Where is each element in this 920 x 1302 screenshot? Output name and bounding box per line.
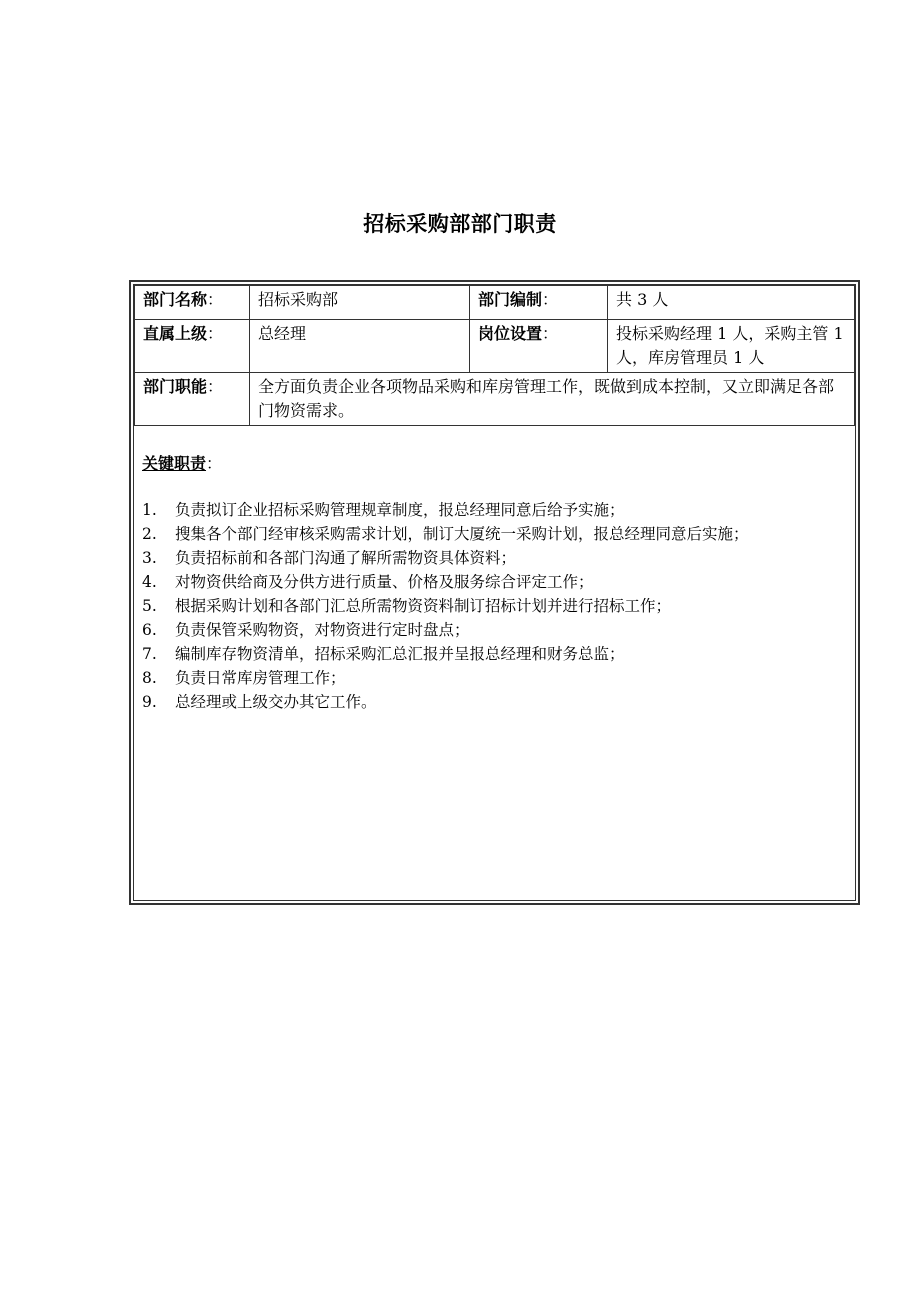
positions-label-cell [470,320,608,373]
list-item-number: 1. [142,501,157,519]
list-item-number: 2. [142,525,157,543]
list-item [142,546,847,570]
colon: ： [207,290,224,309]
function-label: 部门职能 [143,377,208,396]
key-duties-section [134,426,855,714]
function-value: 全方面负责企业各项物品采购和库房管理工作，既做到成本控制，又立即满足各部门物资需求。 [250,373,855,426]
list-item-number: 4. [142,573,157,591]
staffing-value: 共 3 人 [608,286,855,320]
colon: ： [542,290,559,309]
list-item-number: 3. [142,549,157,567]
list-item [142,522,847,546]
list-item [142,690,847,714]
list-item-number: 9. [142,693,157,711]
list-item [142,666,847,690]
list-item-number: 6. [142,621,157,639]
page-title: 招标采购部部门职责 [363,212,557,236]
dept-name-value: 招标采购部 [250,286,470,320]
list-item-text: 总经理或上级交办其它工作。 [175,693,377,711]
dept-name-label-cell [135,286,250,320]
list-item-number: 5. [142,597,157,615]
key-duties-heading-text: 关键职责 [142,454,207,473]
positions-value: 投标采购经理 1 人，采购主管 1 人，库房管理员 1 人 [608,320,855,373]
key-duties-heading [142,452,847,476]
colon: ： [542,324,559,343]
key-duties-list [142,498,847,714]
superior-value: 总经理 [250,320,470,373]
list-item-text: 根据采购计划和各部门汇总所需物资资料制订招标计划并进行招标工作； [175,597,672,615]
list-item [142,570,847,594]
list-item-text: 负责招标前和各部门沟通了解所需物资具体资料； [175,549,517,567]
dept-name-label: 部门名称 [143,290,208,309]
table-row [135,320,855,373]
positions-label: 岗位设置 [478,324,543,343]
list-item-number: 8. [142,669,157,687]
colon: ： [207,377,224,396]
list-item [142,642,847,666]
list-item-text: 编制库存物资清单，招标采购汇总汇报并呈报总经理和财务总监； [175,645,625,663]
colon: ： [207,324,224,343]
staffing-label-cell [470,286,608,320]
table-row [135,286,855,320]
list-item-number: 7. [142,645,157,663]
list-item [142,594,847,618]
responsibility-table [129,280,860,905]
function-label-cell [135,373,250,426]
superior-label: 直属上级 [143,324,208,343]
list-item-text: 负责日常库房管理工作； [175,669,346,687]
list-item [142,618,847,642]
department-info-table [134,285,855,426]
list-item [142,498,847,522]
table-row [135,373,855,426]
superior-label-cell [135,320,250,373]
table-inner-frame [133,284,856,901]
staffing-label: 部门编制 [478,290,543,309]
key-duties-heading-colon: ： [206,454,223,473]
list-item-text: 对物资供给商及分供方进行质量、价格及服务综合评定工作； [175,573,594,591]
list-item-text: 搜集各个部门经审核采购需求计划，制订大厦统一采购计划，报总经理同意后实施； [175,525,749,543]
list-item-text: 负责保管采购物资，对物资进行定时盘点； [175,621,470,639]
list-item-text: 负责拟订企业招标采购管理规章制度，报总经理同意后给予实施； [175,501,625,519]
